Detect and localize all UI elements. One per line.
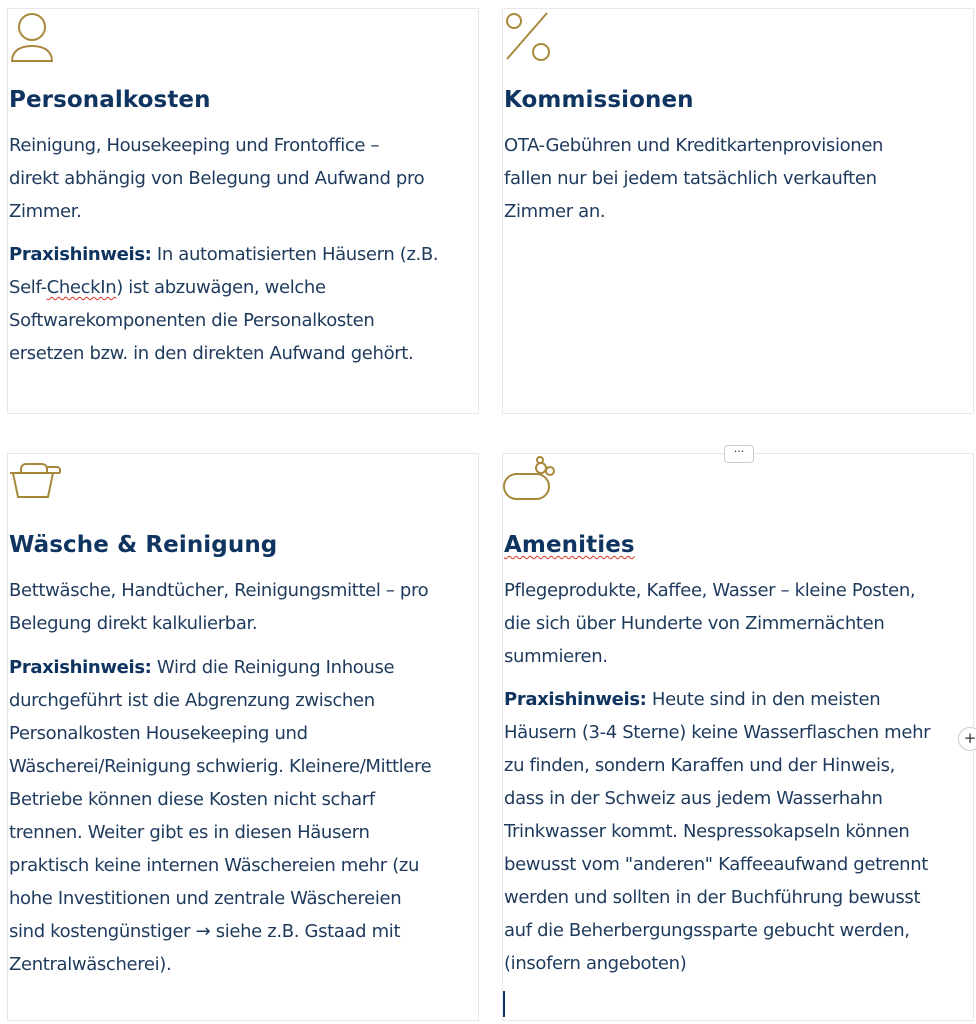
note-label: Praxishinweis: (9, 244, 152, 265)
card-kommissionen (502, 8, 974, 414)
note-label: Praxishinweis: (9, 657, 152, 678)
card-description: OTA-Gebühren und Kreditkartenprovisionen fallen nur bei jedem tatsächlich verkauften Zimmer an. (504, 135, 884, 222)
laundry-basket-icon (8, 454, 68, 504)
spellcheck-word[interactable]: CheckIn (46, 277, 117, 298)
card-description: Bettwäsche, Handtücher, Reinigungsmittel – pro Belegung direkt kalkulierbar. (9, 580, 429, 634)
note-label: Praxishinweis: (504, 689, 647, 710)
card-description: Reinigung, Housekeeping und Frontoffice – direkt abhängig von Belegung und Aufwand pro Zimmer. (9, 135, 425, 222)
text-cursor (503, 991, 505, 1017)
percent-icon (503, 9, 563, 69)
card-note: Praxishinweis: Wird die Reinigung Inhouse durchgeführt ist die Abgrenzung zwischen Personalkosten Housekeeping und Wäscherei/Reinigung schwierig. Kleinere/Mittlere Betriebe können diese Kosten nicht scharf trennen. Weiter gibt es in diesen Häusern praktisch keine internen Wäschereien mehr (zu hohe Investitionen und zentrale Wäschereien sind kostengünstiger → siehe z.B. Gstaad mit Zentralwäscherei). (9, 657, 432, 975)
card-waesche-reinigung (7, 453, 479, 1021)
card-note: Praxishinweis: Heute sind in den meisten Häusern (3-4 Sterne) keine Wasserflaschen mehr zu finden, sondern Karaffen und der Hinweis, dass in der Schweiz aus jedem Wasserhahn Trinkwasser kommt. Nespressokapseln können bewusst vom "anderen" Kaffeeaufwand getrennt werden und sollten in der Buchführung bewusst auf die Beherbergungssparte gebucht werden, (insofern angeboten) (504, 689, 931, 974)
add-block-button[interactable]: + (958, 727, 976, 751)
card-note: Praxishinweis: In automatisierten Häusern (z.B. Self-CheckIn) ist abzuwägen, welche Softwarekomponenten die Personalkosten ersetzen bzw. in den direkten Aufwand gehört. (9, 244, 439, 364)
card-title: Personalkosten (9, 87, 211, 113)
card-title: Kommissionen (504, 87, 694, 113)
soap-icon (503, 454, 563, 504)
card-personalkosten (7, 8, 479, 414)
more-options-button[interactable]: ··· (724, 445, 754, 463)
card-title: Wäsche & Reinigung (9, 532, 278, 558)
card-amenities (502, 453, 974, 1021)
card-description: Pflegeprodukte, Kaffee, Wasser – kleine Posten, die sich über Hunderte von Zimmernächten summieren. (504, 580, 916, 667)
person-icon (8, 9, 68, 69)
card-title: Amenities (504, 532, 635, 558)
